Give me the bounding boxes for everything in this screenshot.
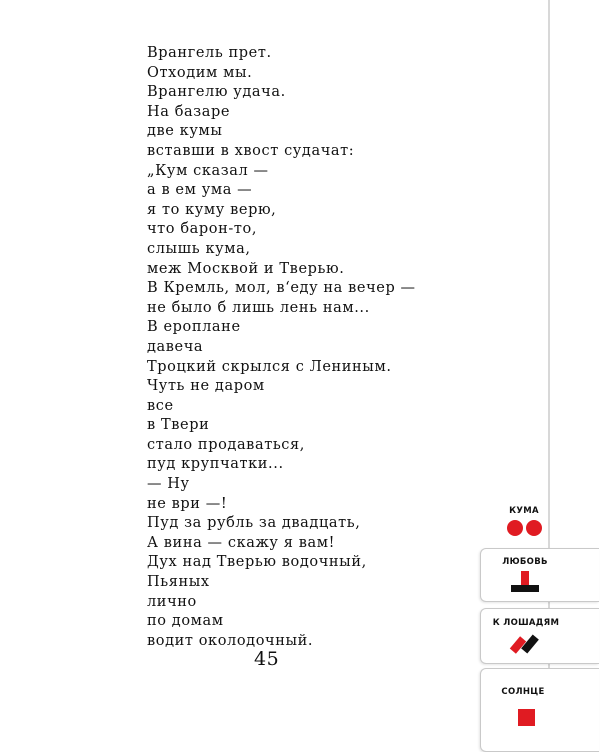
poem-line: не ври —! [147,495,228,512]
page-number: 45 [254,648,280,670]
poem-line: Врангелю удача. [147,84,286,101]
tab-label: К ЛОШАДЯМ [492,618,560,628]
tab-kuma[interactable] [480,488,598,546]
tab-solnce[interactable] [480,668,599,752]
poem [147,44,527,651]
tab-lyubov[interactable] [480,548,599,602]
poem-line: Чуть не даром [147,378,265,395]
poem-line: Дух над Тверью водочный, [147,554,367,571]
poem-line: Троцкий скрылся с Лениным. [147,358,392,375]
poem-line: две кумы [147,123,223,140]
poem-line: Пьяных [147,574,210,591]
poem-line: В Кремль, мол, в‘еду на вечер — [147,280,416,297]
poem-line: В ероплане [147,319,241,336]
poem-line: лично [147,593,197,610]
poem-line: пуд крупчатки... [147,456,284,473]
poem-line: Пуд за рубль за двадцать, [147,515,361,532]
poem-line: водит околодочный. [147,632,314,649]
poem-line: меж Москвой и Тверью. [147,260,345,277]
poem-line: в Твери [147,417,210,434]
poem-line: — Ну [147,476,190,493]
poem-line: А вина — скажу я вам! [147,534,336,551]
tab-label: КУМА [509,506,539,516]
poem-line: давеча [147,338,204,355]
poem-line: я то куму верю, [147,201,277,218]
poem-line: а в ем ума — [147,182,253,199]
poem-line: стало продаваться, [147,436,305,453]
tab-label: СОЛНЦЕ [501,687,545,697]
poem-line: по домам [147,613,224,630]
tab-label: ЛЮБОВЬ [502,557,548,567]
poem-line: не было б лишь лень нам... [147,299,370,316]
poem-line: что барон-то, [147,221,258,238]
poem-line: Врангель прет. [147,45,272,61]
poem-line: все [147,397,174,414]
poem-line: Отходим мы. [147,64,253,81]
poem-line: вставши в хвост судачат: [147,142,355,159]
poem-line: На базаре [147,103,231,120]
poem-line: слышь кума, [147,240,251,257]
thumb-index-tabs [480,488,600,750]
poem-line: „Кум сказал — [147,162,269,179]
tab-k-loshadyam[interactable] [480,608,599,664]
